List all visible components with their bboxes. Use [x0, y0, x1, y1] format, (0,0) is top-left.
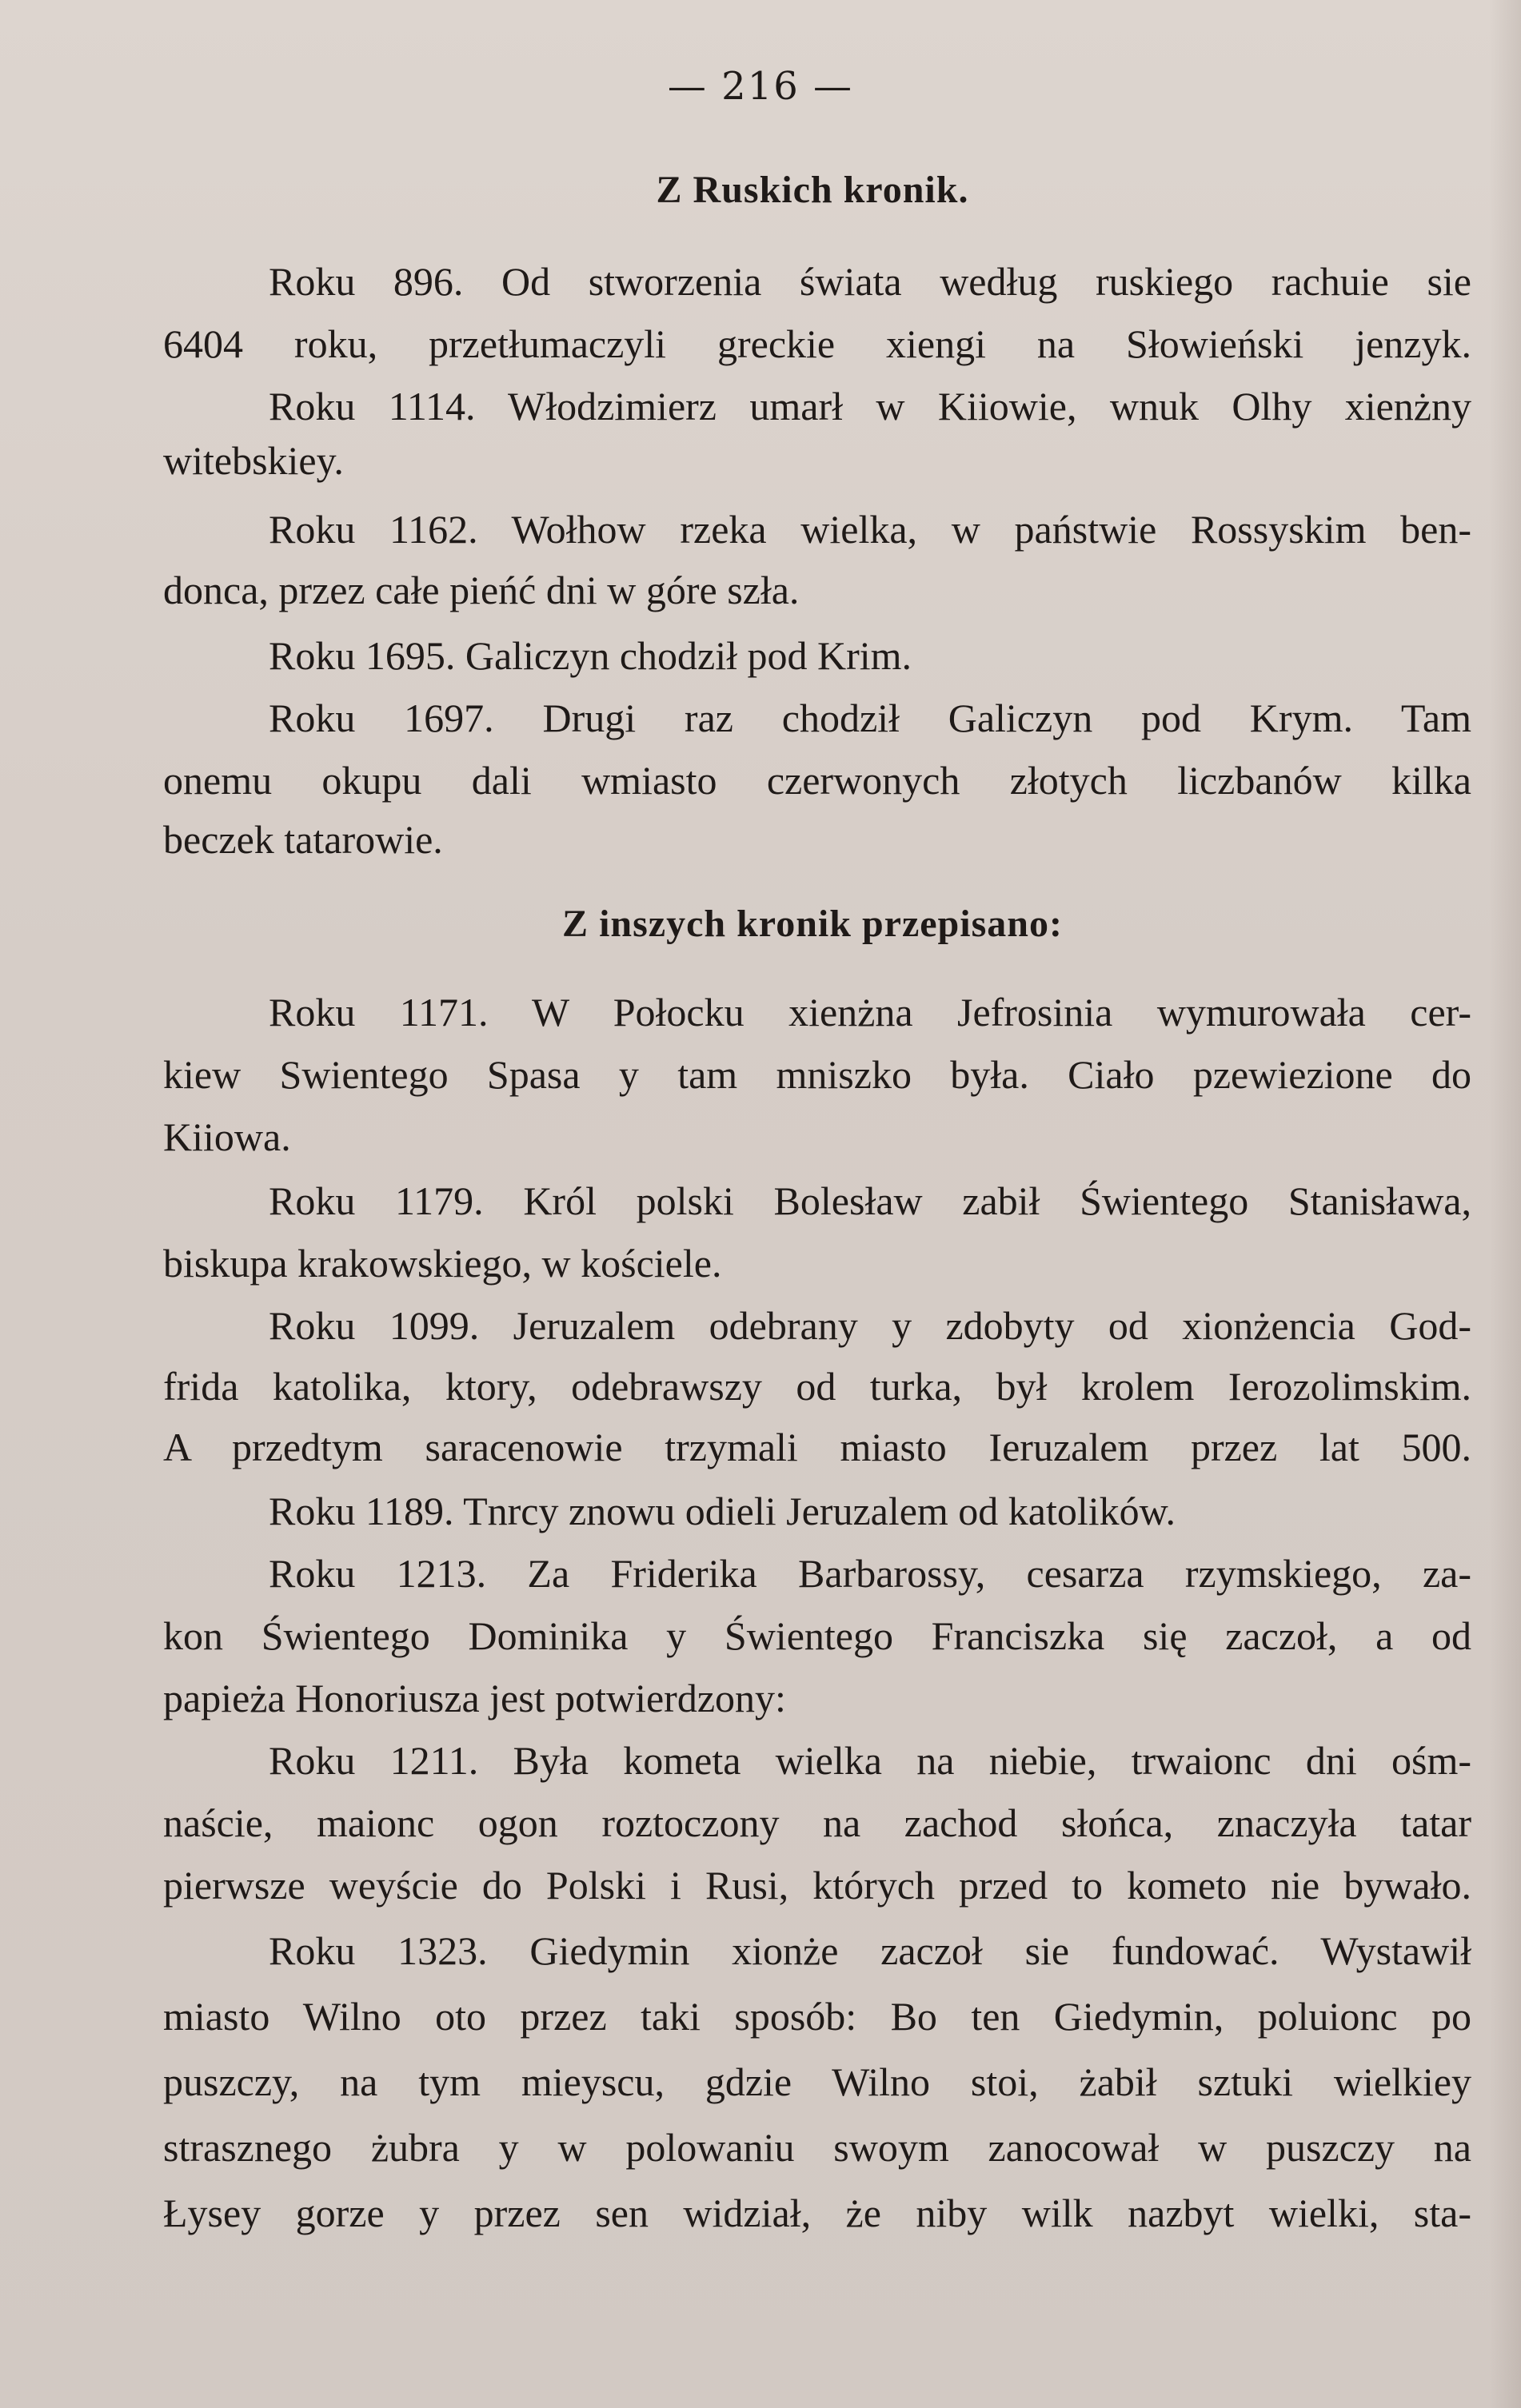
text-line: witebskiey.	[163, 438, 344, 483]
text-line: Kiiowa.	[163, 1114, 291, 1159]
text-line: 6404 roku, przetłumaczyli greckie xiengi na Słowieński jenzyk.	[163, 321, 1471, 366]
page-edge-shadow	[1489, 0, 1521, 2408]
text-line: Łysey gorze y przez sen widział, że niby wilk nazbyt wielki, sta-	[163, 2191, 1471, 2235]
text-line: Roku 1213. Za Friderika Barbarossy, cesarza rzymskiego, za-	[269, 1551, 1471, 1596]
text-line: papieża Honoriusza jest potwierdzony:	[163, 1676, 786, 1720]
text-line: naście, maionc ogon roztoczony na zachod słońca, znaczyła tatar	[163, 1800, 1471, 1845]
text-line: Roku 1099. Jeruzalem odebrany y zdobyty od xionżencia God-	[269, 1303, 1471, 1348]
text-line: Roku 1323. Giedymin xionże zaczoł sie fundować. Wystawił	[269, 1928, 1471, 1973]
text-line: pierwsze weyście do Polski i Rusi, których przed to kometo nie bywało.	[163, 1863, 1471, 1908]
text-line: strasznego żubra y w polowaniu swoym zanocował w puszczy na	[163, 2125, 1471, 2170]
text-line: Roku 1697. Drugi raz chodził Galiczyn pod Krym. Tam	[269, 696, 1471, 740]
section-title-ruskich-kronik: Z Ruskich kronik.	[656, 169, 969, 211]
text-line: kiew Swientego Spasa y tam mniszko była. Ciało pzewiezione do	[163, 1052, 1471, 1097]
text-line: biskupa krakowskiego, w kościele.	[163, 1241, 722, 1286]
text-line: kon Świentego Dominika y Świentego Franciszka się zaczoł, a od	[163, 1613, 1471, 1658]
text-line: frida katolika, ktory, odebrawszy od turka, był krolem Ierozolimskim.	[163, 1364, 1471, 1409]
page-number: — 216 —	[667, 64, 854, 109]
text-line: Roku 1695. Galiczyn chodził pod Krim.	[269, 633, 912, 678]
text-line: miasto Wilno oto przez taki sposób: Bo ten Giedymin, poluionc po	[163, 1994, 1471, 2039]
text-line: Roku 1211. Była kometa wielka na niebie, trwaionc dni ośm-	[269, 1738, 1471, 1783]
text-line: Roku 1171. W Połocku xienżna Jefrosinia wymurowała cer-	[269, 990, 1471, 1035]
text-line: Roku 896. Od stworzenia świata według ruskiego rachuie sie	[269, 259, 1471, 304]
section-title-inszych-kronik: Z inszych kronik przepisano:	[562, 903, 1063, 945]
text-line: onemu okupu dali wmiasto czerwonych złotych liczbanów kilka	[163, 758, 1471, 803]
text-line: beczek tatarowie.	[163, 817, 443, 862]
text-line: puszczy, na tym mieyscu, gdzie Wilno stoi, żabił sztuki wielkiey	[163, 2059, 1471, 2104]
text-line: A przedtym saracenowie trzymali miasto Ieruzalem przez lat 500.	[163, 1425, 1471, 1469]
text-line: Roku 1162. Wołhow rzeka wielka, w państwie Rossyskim ben-	[269, 507, 1471, 552]
text-line: Roku 1179. Król polski Bolesław zabił Świentego Stanisława,	[269, 1178, 1471, 1223]
text-line: Roku 1189. Tnrcy znowu odieli Jeruzalem od katolików.	[269, 1489, 1176, 1533]
text-line: donca, przez całe pieńć dni w góre szła.	[163, 568, 800, 612]
text-line: Roku 1114. Włodzimierz umarł w Kiiowie, wnuk Olhy xienżny	[269, 384, 1471, 429]
